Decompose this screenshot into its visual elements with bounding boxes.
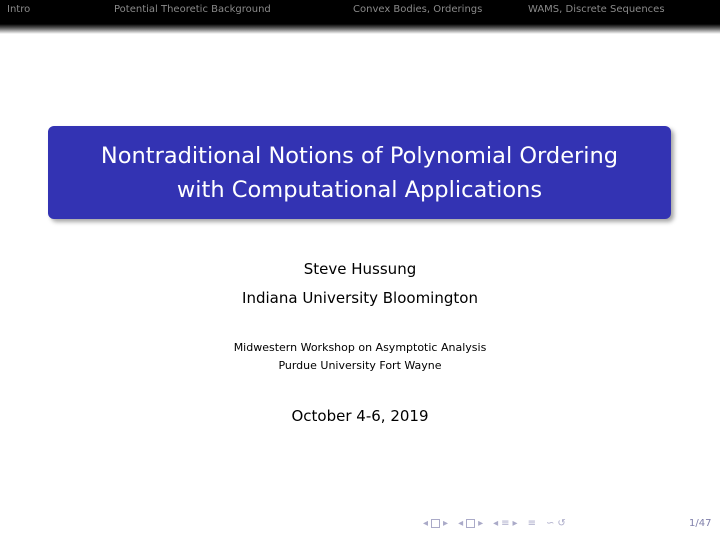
author-institution: Indiana University Bloomington — [242, 289, 478, 307]
section-next-icon[interactable]: ▸ — [512, 517, 518, 529]
rewind-icon[interactable]: ↺ — [557, 517, 566, 529]
subsection-icon[interactable] — [466, 519, 475, 528]
nav-section-convex-bodies-orderings[interactable]: Convex Bodies, Orderings — [353, 4, 483, 15]
subsection-next-icon[interactable]: ▸ — [478, 517, 484, 529]
document-icon[interactable]: ≡ — [527, 517, 536, 529]
search-nav — [546, 518, 566, 529]
section-prev-icon[interactable]: ◂ — [493, 517, 499, 529]
presentation-date: October 4-6, 2019 — [291, 407, 429, 425]
subsection-prev-icon[interactable]: ◂ — [458, 517, 464, 529]
search-icon[interactable]: ∽ — [545, 517, 555, 529]
title-box — [48, 126, 671, 219]
beamer-navigation-symbols — [423, 514, 572, 532]
frame-icon[interactable] — [431, 519, 440, 528]
conference-name: Midwestern Workshop on Asymptotic Analysis — [233, 341, 487, 354]
section-nav — [493, 518, 517, 529]
title-line-1: Nontraditional Notions of Polynomial Ordering — [100, 142, 619, 169]
document-nav — [528, 518, 536, 529]
subsection-nav — [458, 518, 483, 529]
title-line-2: with Computational Applications — [176, 176, 543, 203]
conference-location: Purdue University Fort Wayne — [278, 359, 442, 372]
frame-nav — [423, 518, 448, 529]
frame-next-icon[interactable]: ▸ — [443, 517, 449, 529]
nav-section-wams-discrete-sequences[interactable]: WAMS, Discrete Sequences — [528, 4, 665, 15]
author-name: Steve Hussung — [303, 260, 417, 278]
nav-section-potential-theoretic-background[interactable]: Potential Theoretic Background — [114, 4, 271, 15]
section-navbar — [0, 0, 720, 34]
section-icon[interactable]: ≡ — [501, 517, 510, 529]
frame-prev-icon[interactable]: ◂ — [423, 517, 429, 529]
nav-section-intro[interactable]: Intro — [7, 4, 31, 15]
page-number: 1/47 — [689, 518, 712, 529]
